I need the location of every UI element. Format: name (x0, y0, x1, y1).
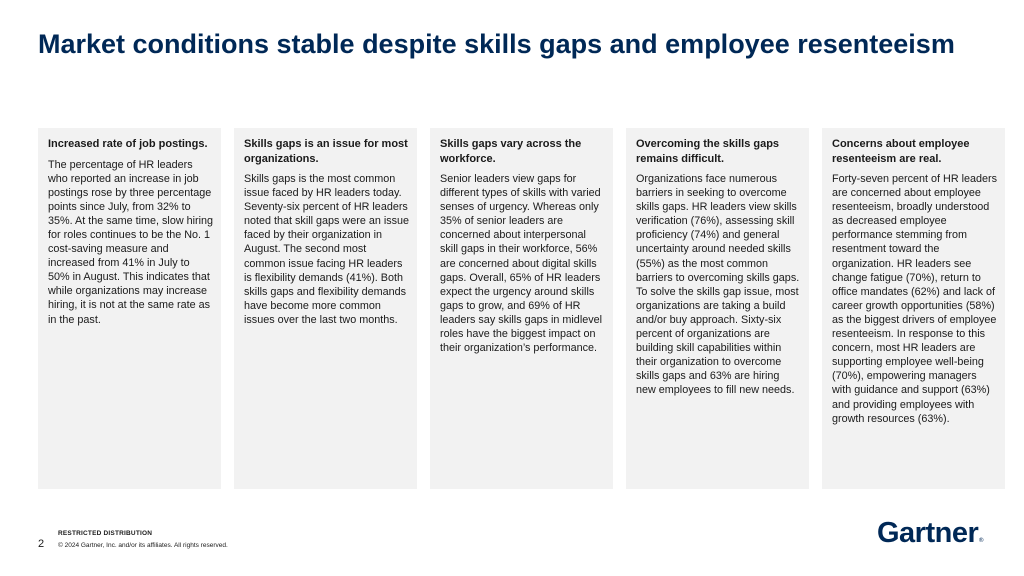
card-skills-gaps-workforce (430, 128, 613, 489)
logo-text: Gartner (877, 517, 979, 549)
page-number: 2 (38, 538, 45, 550)
copyright-text: © 2024 Gartner, Inc. and/or its affiliates. All rights reserved. (58, 542, 228, 549)
card-heading: Skills gaps is an issue for most organizations. (244, 138, 408, 165)
card-body: Senior leaders view gaps for different types of skills with varied senses of urgency. Whereas only 35% of senior leaders are concerned about interpersonal skill gaps in their workforce, 56% are concerned about digital skills gaps. Overall, 65% of HR leaders expect the urgency around skills gaps to grow, and 69% of HR leaders say skills gaps in midlevel roles have the biggest impact on their organization’s performance. (440, 173, 603, 355)
gartner-logo (877, 517, 997, 557)
restricted-label: RESTRICTED DISTRIBUTION (58, 530, 153, 537)
card-resenteeism (822, 128, 1005, 489)
card-body: Forty-seven percent of HR leaders are concerned about employee resenteeism, broadly understood as decreased employee performance stemming from resentment toward the organization. HR leaders see change fatigue (70%), return to office mandates (62%) and lack of career growth opportunities (58%) as the biggest drivers of employee resenteeism. In response to this concern, most HR leaders are supporting employee well-being (70%), empowering managers with guidance and support (63%) and providing employees with growth resources (63%). (832, 173, 998, 425)
registered-mark: ® (978, 537, 985, 544)
card-body: Skills gaps is the most common issue faced by HR leaders today. Seventy-six percent of HR leaders noted that skill gaps were an issue faced by their organization in August. The second most common issue facing HR leaders is flexibility demands (41%). Both skills gaps and flexibility demands have become more common issues over the last two months. (244, 173, 410, 326)
card-skills-gaps-issue (234, 128, 417, 489)
cards-row (38, 128, 1005, 489)
slide-title: Market conditions stable despite skills gaps and employee resenteeism (38, 29, 955, 59)
card-body: The percentage of HR leaders who reported an increase in job postings rose by three percentage points since July, from 32% to 35%. At the same time, slow hiring for roles continues to be the No. 1 cost-saving measure and increased from 41% in July to 50% in August. This indicates that while organizations may increase hiring, it is not at the same rate as in the past. (48, 158, 214, 326)
card-heading: Concerns about employee resenteeism are real. (832, 138, 970, 165)
card-heading: Overcoming the skills gaps remains difficult. (636, 138, 780, 165)
card-heading: Increased rate of job postings. (48, 138, 208, 150)
card-heading: Skills gaps vary across the workforce. (440, 138, 582, 165)
card-job-postings (38, 128, 221, 489)
card-body: Organizations face numerous barriers in seeking to overcome skills gaps. HR leaders view skills verification (76%), assessing skill proficiency (74%) and general uncertainty around needed skills (55%) as the most common barriers to overcoming skills gaps. To solve the skills gap issue, most organizations are taking a build and/or buy approach. Sixty-six percent of organizations are building skill capabilities within their organization to overcome skills gaps and 63% are hiring new employees to fill new needs. (636, 173, 800, 397)
card-overcoming-gaps (626, 128, 809, 489)
